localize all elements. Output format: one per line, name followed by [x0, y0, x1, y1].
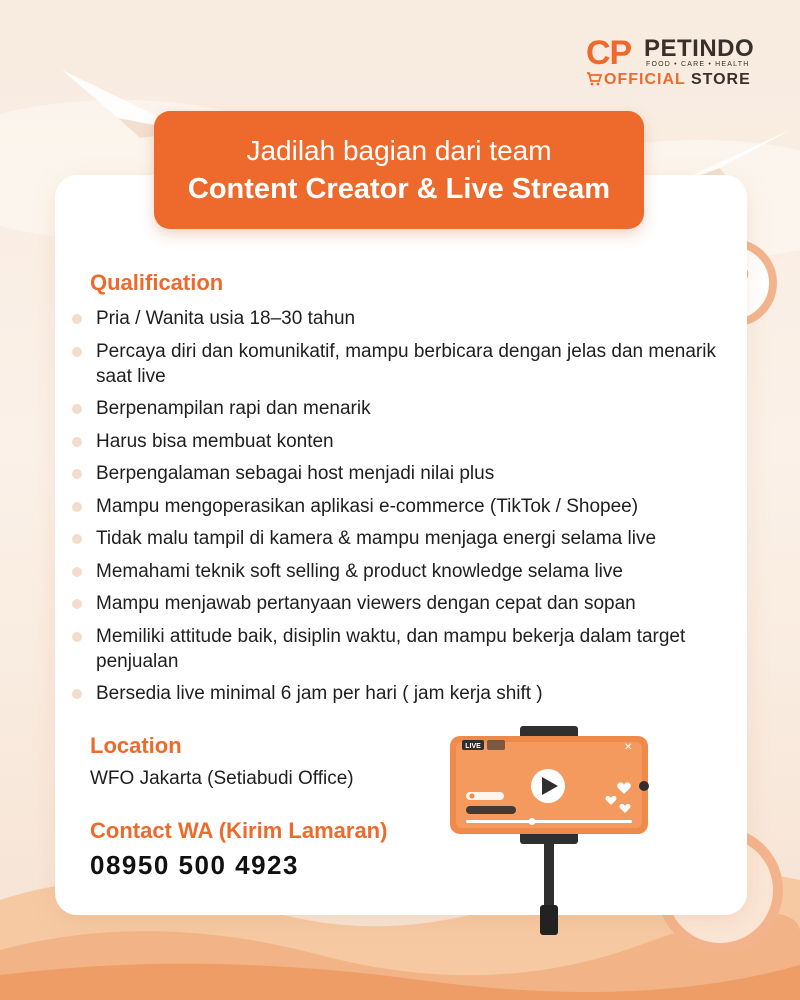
bullet-icon [72, 502, 82, 512]
logo-store-prefix: OFFICIAL [604, 71, 686, 88]
list-item: Memahami teknik soft selling & product knowledge selama live [72, 559, 732, 584]
logo-tagline: FOOD • CARE • HEALTH [646, 61, 750, 68]
play-icon [531, 769, 565, 803]
brand-logo [586, 34, 766, 90]
list-item: Berpenampilan rapi dan menarik [72, 396, 732, 421]
list-item: Berpengalaman sebagai host menjadi nilai plus [72, 461, 732, 486]
bullet-icon [72, 567, 82, 577]
list-item: Bersedia live minimal 6 jam per hari ( jam kerja shift ) [72, 681, 732, 706]
bullet-icon [72, 314, 82, 324]
headline-banner [154, 111, 644, 229]
headline-line-2: Content Creator & Live Stream [187, 173, 611, 205]
bullet-icon [72, 689, 82, 699]
headline-line-1: Jadilah bagian dari team [246, 135, 552, 166]
live-stream-illustration [440, 720, 660, 940]
list-item: Mampu menjawab pertanyaan viewers dengan cepat dan sopan [72, 591, 732, 616]
location-value: WFO Jakarta (Setiabudi Office) [90, 768, 354, 789]
bullet-icon [72, 437, 82, 447]
logo-store [586, 71, 751, 89]
logo-store-suffix: STORE [690, 71, 751, 88]
live-badge: LIVE [465, 743, 481, 750]
logo-brand: PETINDO [644, 35, 755, 62]
bullet-icon [72, 404, 82, 414]
cart-icon [586, 72, 602, 86]
list-item: Percaya diri dan komunikatif, mampu berbicara dengan jelas dan menarik saat live [72, 339, 716, 389]
list-item: Tidak malu tampil di kamera & mampu menjaga energi selama live [72, 526, 732, 551]
bullet-icon [72, 599, 82, 609]
location-title: Location [90, 733, 182, 758]
list-item: Memiliki attitude baik, disiplin waktu, dan mampu bekerja dalam target penjualan [72, 624, 736, 674]
contact-title: Contact WA (Kirim Lamaran) [90, 818, 388, 843]
qualification-title: Qualification [90, 270, 224, 295]
close-icon: ✕ [624, 742, 633, 753]
list-item: Mampu mengoperasikan aplikasi e-commerce (TikTok / Shopee) [72, 494, 732, 519]
contact-phone: 08950 500 4923 [90, 850, 299, 880]
qualification-list [72, 306, 732, 714]
logo-mark: CP [586, 34, 632, 72]
list-item: Pria / Wanita usia 18–30 tahun [72, 306, 732, 331]
bullet-icon [72, 534, 82, 544]
bullet-icon [72, 469, 82, 479]
list-item: Harus bisa membuat konten [72, 429, 732, 454]
bullet-icon [72, 632, 82, 642]
bullet-icon [72, 347, 82, 357]
